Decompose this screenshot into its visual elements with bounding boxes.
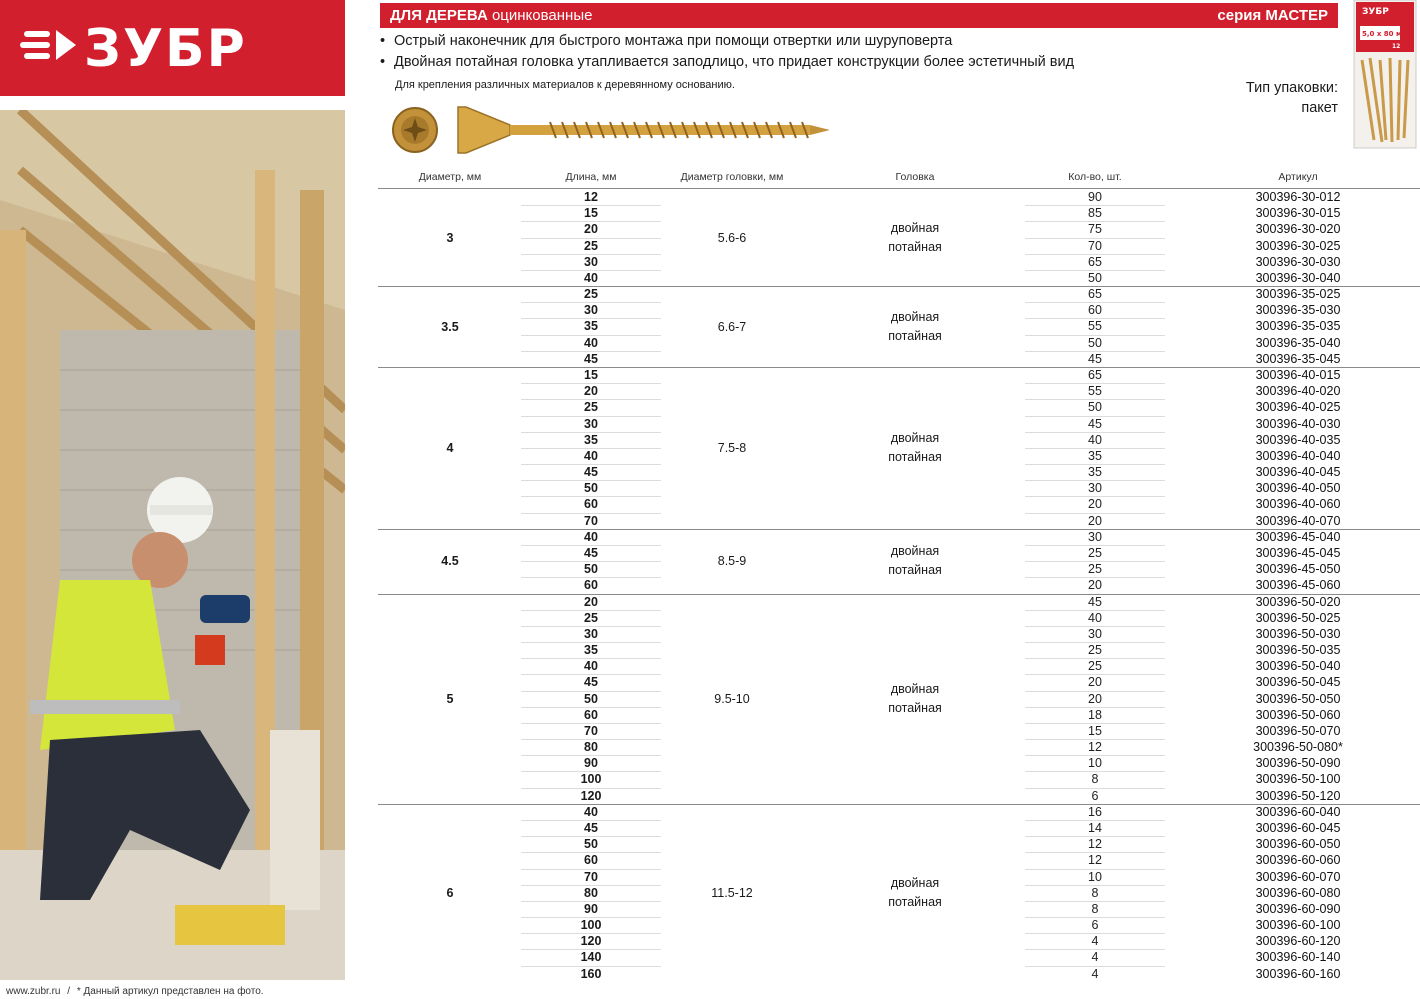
cell-qty: 25: [1088, 545, 1102, 560]
head-type-line: потайная: [888, 700, 942, 715]
cell-length: 25: [584, 610, 598, 625]
cell-length: 40: [584, 529, 598, 544]
cell-head-diameter: 8.5-9: [717, 554, 747, 569]
packaging-label: Тип упаковки:: [1245, 80, 1338, 96]
package-size: 5,0 x 80 мм: [1362, 30, 1408, 38]
col-header-diameter: Диаметр, мм: [418, 171, 482, 183]
cell-qty: 18: [1088, 707, 1102, 722]
cell-length: 60: [584, 497, 598, 512]
cell-article: 300396-40-020: [1255, 384, 1341, 399]
cell-length: 90: [584, 756, 598, 771]
cell-head-type: [840, 874, 990, 912]
cell-article: 300396-50-025: [1255, 610, 1341, 625]
cell-length: 20: [584, 222, 598, 237]
footer: [6, 986, 264, 997]
cell-length: 20: [584, 594, 598, 609]
package-image: [1352, 0, 1418, 150]
head-type-line: двойная: [890, 875, 940, 890]
cell-qty: 40: [1088, 610, 1102, 625]
cell-head-type: [840, 542, 990, 580]
cell-length: 140: [580, 950, 602, 965]
cell-qty: 35: [1088, 448, 1102, 463]
cell-length: 15: [584, 367, 598, 382]
cell-qty: 50: [1088, 400, 1102, 415]
cell-qty: 50: [1088, 335, 1102, 350]
cell-qty: 20: [1088, 513, 1102, 528]
packaging-info: [1220, 78, 1338, 118]
cell-length: 100: [580, 918, 602, 933]
cell-length: 30: [584, 254, 598, 269]
cell-article: 300396-35-045: [1255, 351, 1341, 366]
cell-article: 300396-60-050: [1255, 837, 1341, 852]
cell-qty: 65: [1088, 287, 1102, 302]
cell-qty: 8: [1091, 885, 1099, 900]
feature-item: • Острый наконечник для быстрого монтажа при помощи отвертки или шуруповерта: [380, 31, 1074, 52]
cell-qty: 45: [1088, 594, 1102, 609]
cell-qty: 55: [1088, 319, 1102, 334]
feature-list: [380, 31, 1074, 73]
cell-diameter: 3: [446, 230, 454, 245]
cell-length: 30: [584, 416, 598, 431]
cell-article: 300396-50-050: [1255, 691, 1341, 706]
cell-qty: 8: [1091, 772, 1099, 787]
cell-article: 300396-35-030: [1255, 303, 1341, 318]
cell-length: 45: [584, 821, 598, 836]
cell-qty: 20: [1088, 691, 1102, 706]
cell-qty: 16: [1088, 804, 1102, 819]
cell-article: 300396-60-060: [1255, 853, 1341, 868]
cell-head-diameter: 9.5-10: [714, 691, 750, 706]
cell-article: 300396-30-015: [1255, 206, 1341, 221]
worker-photo: [0, 110, 345, 980]
cell-head-type: [840, 429, 990, 467]
head-type-line: двойная: [890, 309, 940, 324]
cell-length: 50: [584, 481, 598, 496]
col-header-qty: Кол-во, шт.: [1068, 171, 1122, 183]
cell-article: 300396-50-045: [1255, 675, 1341, 690]
cell-qty: 12: [1088, 853, 1102, 868]
cell-article: 300396-40-045: [1255, 465, 1341, 480]
brand-name: ЗУБР: [84, 22, 247, 74]
cell-article: 300396-60-080: [1255, 885, 1341, 900]
cell-qty: 40: [1088, 432, 1102, 447]
feature-item: • Двойная потайная головка утапливается заподлицо, что придает конструкции более эстетичный вид: [380, 52, 1074, 73]
cell-article: 300396-50-100: [1255, 772, 1341, 787]
cell-article: 300396-60-090: [1255, 901, 1341, 916]
zubr-logo-icon: [20, 22, 325, 74]
cell-article: 300396-50-035: [1255, 643, 1341, 658]
title-main: ДЛЯ ДЕРЕВА: [390, 7, 488, 24]
cell-length: 45: [584, 545, 598, 560]
package-brand: ЗУБР: [1362, 7, 1389, 17]
cell-article: 300396-30-012: [1255, 190, 1341, 204]
cell-length: 35: [584, 319, 598, 334]
cell-diameter: 4: [446, 440, 454, 455]
cell-length: 70: [584, 723, 598, 738]
cell-diameter: 3.5: [441, 319, 459, 334]
cell-article: 300396-35-040: [1255, 335, 1341, 350]
cell-head-type: [840, 219, 990, 257]
head-type-line: потайная: [888, 449, 942, 464]
cell-head-type: [840, 308, 990, 346]
cell-article: 300396-60-070: [1255, 869, 1341, 884]
cell-article: 300396-30-030: [1255, 254, 1341, 269]
cell-article: 300396-40-015: [1255, 367, 1341, 382]
cell-length: 40: [584, 804, 598, 819]
title-sub: оцинкованные: [491, 7, 593, 24]
cell-qty: 12: [1088, 837, 1102, 852]
cell-article: 300396-50-040: [1255, 659, 1341, 674]
cell-qty: 6: [1091, 918, 1099, 933]
cell-head-diameter: 7.5-8: [717, 440, 747, 455]
cell-length: 50: [584, 837, 598, 852]
cell-article: 300396-45-045: [1255, 545, 1341, 560]
cell-qty: 55: [1088, 384, 1102, 399]
cell-qty: 30: [1088, 626, 1102, 641]
series-label: серия МАСТЕР: [1217, 7, 1328, 24]
cell-diameter: 5: [446, 691, 454, 706]
cell-qty: 10: [1088, 869, 1102, 884]
cell-length: 80: [584, 740, 598, 755]
usage-note: Для крепления различных материалов к деревянному основанию.: [395, 79, 735, 91]
cell-qty: 30: [1088, 529, 1102, 544]
cell-article: 300396-30-020: [1255, 222, 1341, 237]
cell-qty: 30: [1088, 481, 1102, 496]
cell-length: 80: [584, 885, 598, 900]
cell-article: 300396-50-120: [1255, 788, 1341, 803]
col-header-head-diameter: Диаметр головки, мм: [680, 171, 784, 183]
col-header-article: Артикул: [1278, 171, 1318, 183]
cell-qty: 75: [1088, 222, 1102, 237]
cell-qty: 65: [1088, 367, 1102, 382]
cell-qty: 45: [1088, 416, 1102, 431]
cell-length: 40: [584, 270, 598, 285]
cell-length: 25: [584, 287, 598, 302]
cell-length: 120: [580, 934, 602, 949]
cell-article: 300396-60-100: [1255, 918, 1341, 933]
screw-image: [390, 100, 835, 165]
cell-qty: 6: [1091, 788, 1099, 803]
cell-qty: 20: [1088, 578, 1102, 593]
cell-length: 40: [584, 448, 598, 463]
cell-qty: 50: [1088, 270, 1102, 285]
package-count: 12: [1392, 43, 1401, 50]
cell-qty: 20: [1088, 497, 1102, 512]
cell-article: 300396-35-035: [1255, 319, 1341, 334]
col-header-head: Головка: [895, 171, 935, 183]
brand-logo: [0, 0, 345, 96]
cell-qty: 20: [1088, 675, 1102, 690]
cell-head-diameter: 11.5-12: [711, 885, 753, 900]
cell-length: 12: [584, 190, 598, 204]
cell-length: 60: [584, 578, 598, 593]
title: [390, 7, 592, 24]
cell-article: 300396-35-025: [1255, 287, 1341, 302]
cell-qty: 4: [1091, 950, 1099, 965]
cell-diameter: 4.5: [441, 554, 459, 569]
cell-qty: 45: [1088, 351, 1102, 366]
cell-qty: 85: [1088, 206, 1102, 221]
cell-article: 300396-30-040: [1255, 270, 1341, 285]
cell-length: 35: [584, 432, 598, 447]
footer-site[interactable]: www.zubr.ru: [6, 986, 61, 997]
cell-article: 300396-60-140: [1255, 950, 1341, 965]
cell-qty: 25: [1088, 562, 1102, 577]
head-type-line: потайная: [888, 894, 942, 909]
col-header-length: Длина, мм: [565, 171, 617, 183]
cell-qty: 4: [1091, 934, 1099, 949]
cell-article: 300396-45-060: [1255, 578, 1341, 593]
cell-qty: 25: [1088, 659, 1102, 674]
cell-length: 25: [584, 400, 598, 415]
cell-article: 300396-40-060: [1255, 497, 1341, 512]
cell-length: 90: [584, 901, 598, 916]
cell-qty: 70: [1088, 238, 1102, 253]
cell-head-type: [840, 680, 990, 718]
cell-length: 25: [584, 238, 598, 253]
cell-qty: 35: [1088, 465, 1102, 480]
cell-length: 45: [584, 465, 598, 480]
cell-article: 300396-40-050: [1255, 481, 1341, 496]
cell-article: 300396-60-045: [1255, 821, 1341, 836]
cell-length: 100: [580, 772, 602, 787]
cell-article: 300396-40-040: [1255, 448, 1341, 463]
cell-article: 300396-50-090: [1255, 756, 1341, 771]
cell-diameter: 6: [446, 885, 454, 900]
cell-article: 300396-40-025: [1255, 400, 1341, 415]
cell-article: 300396-50-080*: [1253, 740, 1343, 755]
cell-length: 40: [584, 659, 598, 674]
cell-length: 120: [580, 788, 602, 803]
footer-note: * Данный артикул представлен на фото.: [76, 986, 264, 997]
cell-length: 35: [584, 643, 598, 658]
head-type-line: потайная: [888, 563, 942, 578]
cell-length: 60: [584, 707, 598, 722]
cell-length: 45: [584, 351, 598, 366]
cell-article: 300396-50-060: [1255, 707, 1341, 722]
cell-length: 60: [584, 853, 598, 868]
head-type-line: потайная: [888, 239, 942, 254]
cell-length: 15: [584, 206, 598, 221]
cell-length: 50: [584, 691, 598, 706]
cell-article: 300396-50-070: [1255, 723, 1341, 738]
cell-length: 30: [584, 626, 598, 641]
packaging-value: пакет: [1301, 100, 1338, 116]
cell-qty: 90: [1088, 190, 1102, 204]
head-type-line: двойная: [890, 430, 940, 445]
cell-qty: 25: [1088, 643, 1102, 658]
cell-length: 20: [584, 384, 598, 399]
cell-length: 50: [584, 562, 598, 577]
cell-length: 45: [584, 675, 598, 690]
cell-qty: 15: [1088, 723, 1102, 738]
cell-length: 30: [584, 303, 598, 318]
footer-separator: /: [67, 986, 71, 997]
cell-article: 300396-40-030: [1255, 416, 1341, 431]
cell-length: 160: [580, 966, 602, 981]
head-type-line: двойная: [890, 544, 940, 559]
cell-article: 300396-40-070: [1255, 513, 1341, 528]
cell-article: 300396-60-040: [1255, 804, 1341, 819]
cell-length: 70: [584, 513, 598, 528]
cell-article: 300396-40-035: [1255, 432, 1341, 447]
cell-article: 300396-30-025: [1255, 238, 1341, 253]
cell-article: 300396-45-040: [1255, 529, 1341, 544]
cell-length: 70: [584, 869, 598, 884]
cell-qty: 10: [1088, 756, 1102, 771]
cell-head-diameter: 6.6-7: [717, 319, 747, 334]
cell-qty: 65: [1088, 254, 1102, 269]
cell-article: 300396-60-160: [1255, 966, 1341, 981]
cell-head-diameter: 5.6-6: [717, 230, 747, 245]
cell-qty: 8: [1091, 901, 1099, 916]
cell-qty: 60: [1088, 303, 1102, 318]
cell-length: 40: [584, 335, 598, 350]
title-bar: [380, 3, 1338, 28]
cell-article: 300396-60-120: [1255, 934, 1341, 949]
cell-qty: 14: [1088, 821, 1102, 836]
head-type-line: двойная: [890, 681, 940, 696]
head-type-line: потайная: [888, 328, 942, 343]
head-type-line: двойная: [890, 220, 940, 235]
cell-article: 300396-50-030: [1255, 626, 1341, 641]
cell-qty: 12: [1088, 740, 1102, 755]
cell-article: 300396-45-050: [1255, 562, 1341, 577]
cell-qty: 4: [1091, 966, 1099, 981]
cell-article: 300396-50-020: [1255, 594, 1341, 609]
